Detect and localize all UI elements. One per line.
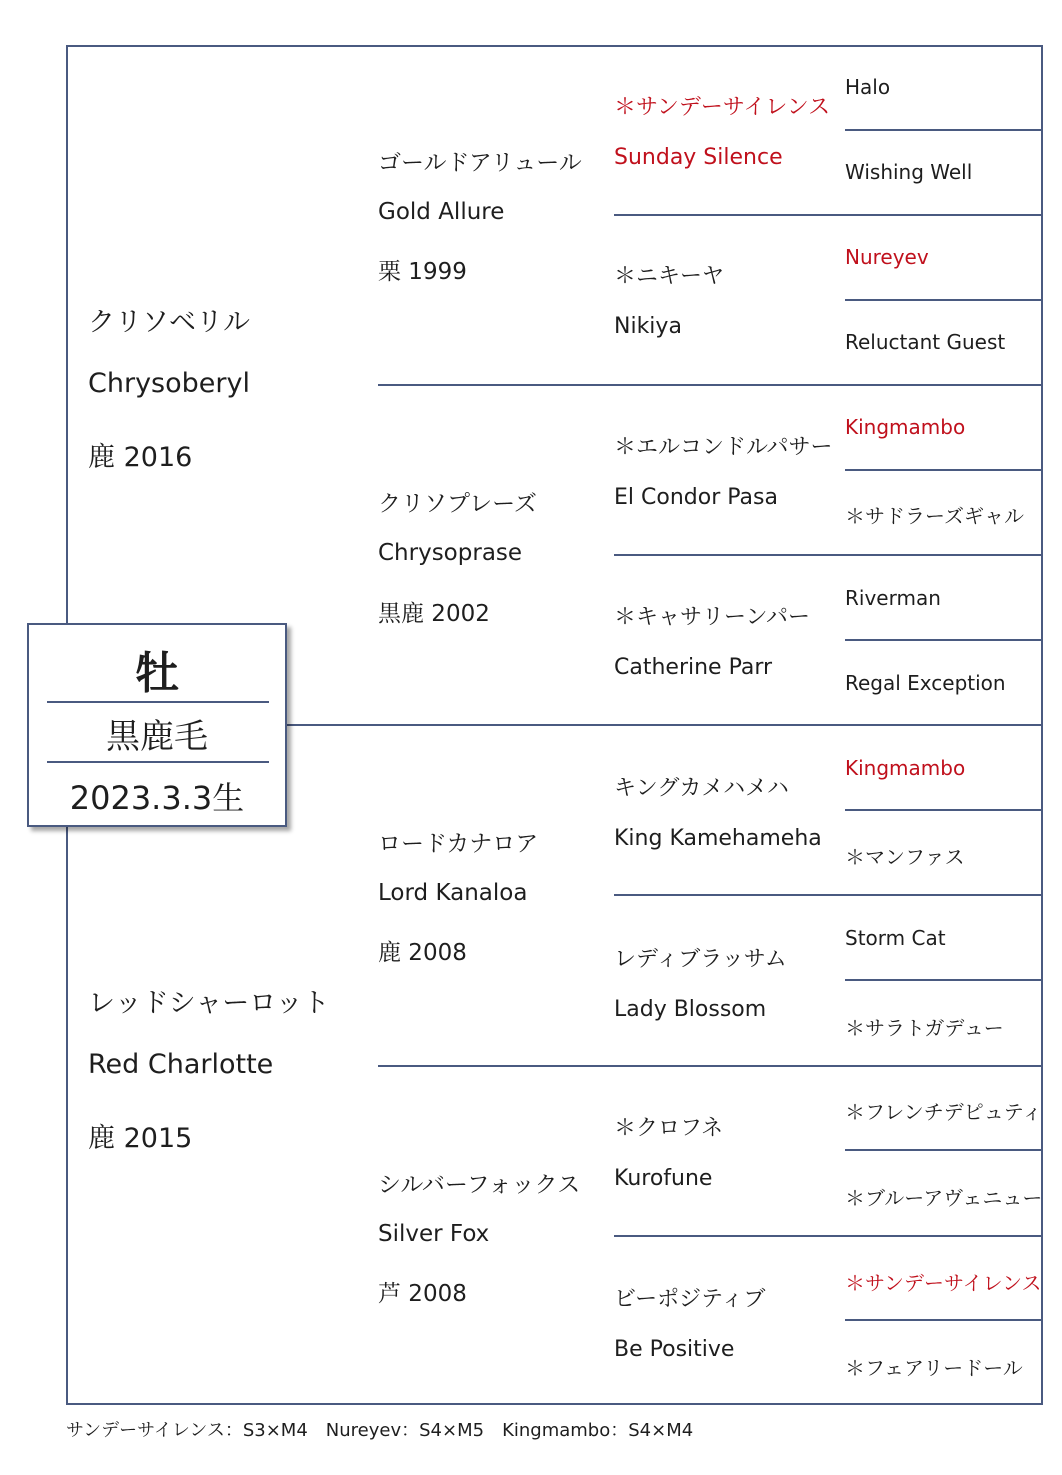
divider-gen4 [845, 299, 1043, 301]
ggs-7-name-en: Kurofune [614, 1166, 713, 1191]
sire-dam-name-en: Chrysoprase [378, 540, 523, 566]
dam-sire-name-en: Lord Kanaloa [378, 880, 528, 906]
gen4-6: ＊サドラーズギャル [845, 504, 1024, 528]
divider-gen4 [845, 129, 1043, 131]
gen4-10: ＊マンファス [845, 845, 965, 869]
dam-name-jp: レッドシャーロット [88, 988, 330, 1019]
ggs-2-name-en: Nikiya [614, 314, 682, 339]
divider-gen4 [845, 1149, 1043, 1151]
ggs-5-name-jp: キングカメハメハ [614, 776, 789, 801]
sire-sire-name-jp: ゴールドアリュール [378, 150, 582, 176]
gen4-7: Riverman [845, 586, 941, 610]
sire-dam-info: 黒鹿 2002 [378, 601, 490, 627]
divider-sire-dam [287, 724, 1043, 726]
card-divider [47, 701, 269, 703]
sire-sire-info: 栗 1999 [378, 259, 467, 285]
divider-gen4 [845, 1319, 1043, 1321]
ggs-6-name-en: Lady Blossom [614, 997, 767, 1022]
gen4-2: Wishing Well [845, 160, 973, 184]
dam-dam-info: 芦 2008 [378, 1281, 467, 1307]
gen4-15: ＊サンデーサイレンス [845, 1271, 1042, 1295]
gen4-8: Regal Exception [845, 671, 1006, 695]
divider-gen3 [614, 1235, 1043, 1237]
gen4-16: ＊フェアリードール [845, 1356, 1023, 1380]
sire-name-jp: クリソベリル [88, 307, 250, 338]
sire-dam-name-jp: クリソプレーズ [378, 491, 537, 517]
ggs-3-name-jp: ＊エルコンドルパサー [614, 435, 833, 460]
gen4-4: Reluctant Guest [845, 330, 1006, 354]
divider-gen4 [845, 809, 1043, 811]
gen4-9: Kingmambo [845, 756, 966, 780]
divider-gen4 [845, 979, 1043, 981]
divider-sire-line [378, 384, 1043, 386]
dam-sire-name-jp: ロードカナロア [378, 831, 539, 857]
inbreeding-note: サンデーサイレンス：S3×M4 Nureyev：S4×M5 Kingmambo：S4×M4 [66, 1420, 694, 1441]
dam-dam-name-jp: シルバーフォックス [378, 1172, 581, 1198]
gen4-14: ＊ブルーアヴェニュー [845, 1186, 1043, 1210]
gen4-3: Nureyev [845, 245, 929, 269]
ggs-8-name-jp: ビーポジティブ [614, 1287, 766, 1312]
divider-gen3 [614, 554, 1043, 556]
ggs-6-name-jp: レディブラッサム [614, 947, 787, 972]
divider-dam-line [378, 1065, 1043, 1067]
ggs-8-name-en: Be Positive [614, 1337, 735, 1362]
horse-birth: 2023.3.3生 [69, 779, 245, 817]
ggs-5-name-en: King Kamehameha [614, 826, 822, 851]
ggs-1-name-jp: ＊サンデーサイレンス [614, 95, 831, 120]
dam-name-en: Red Charlotte [88, 1049, 274, 1080]
divider-gen3 [614, 894, 1043, 896]
horse-card [27, 623, 287, 827]
dam-info: 鹿 2015 [88, 1123, 193, 1154]
gen4-1: Halo [845, 75, 891, 99]
sire-info: 鹿 2016 [88, 442, 193, 473]
divider-gen4 [845, 639, 1043, 641]
gen4-12: ＊サラトガデュー [845, 1016, 1004, 1040]
sire-sire-name-en: Gold Allure [378, 199, 505, 225]
sire-name-en: Chrysoberyl [88, 368, 250, 399]
divider-gen4 [845, 469, 1043, 471]
divider-gen3 [614, 214, 1043, 216]
ggs-3-name-en: El Condor Pasa [614, 485, 778, 510]
ggs-7-name-jp: ＊クロフネ [614, 1116, 724, 1141]
horse-coat: 黒鹿毛 [106, 717, 208, 757]
gen4-5: Kingmambo [845, 415, 966, 439]
ggs-2-name-jp: ＊ニキーヤ [614, 264, 725, 289]
ggs-4-name-en: Catherine Parr [614, 655, 773, 680]
horse-sex: 牡 [135, 648, 179, 699]
card-divider [47, 761, 269, 763]
ggs-4-name-jp: ＊キャサリーンパー [614, 605, 811, 630]
dam-dam-name-en: Silver Fox [378, 1221, 490, 1247]
gen4-11: Storm Cat [845, 926, 946, 950]
gen4-13: ＊フレンチデピュティ [845, 1100, 1043, 1124]
ggs-1-name-en: Sunday Silence [614, 145, 783, 170]
dam-sire-info: 鹿 2008 [378, 940, 467, 966]
